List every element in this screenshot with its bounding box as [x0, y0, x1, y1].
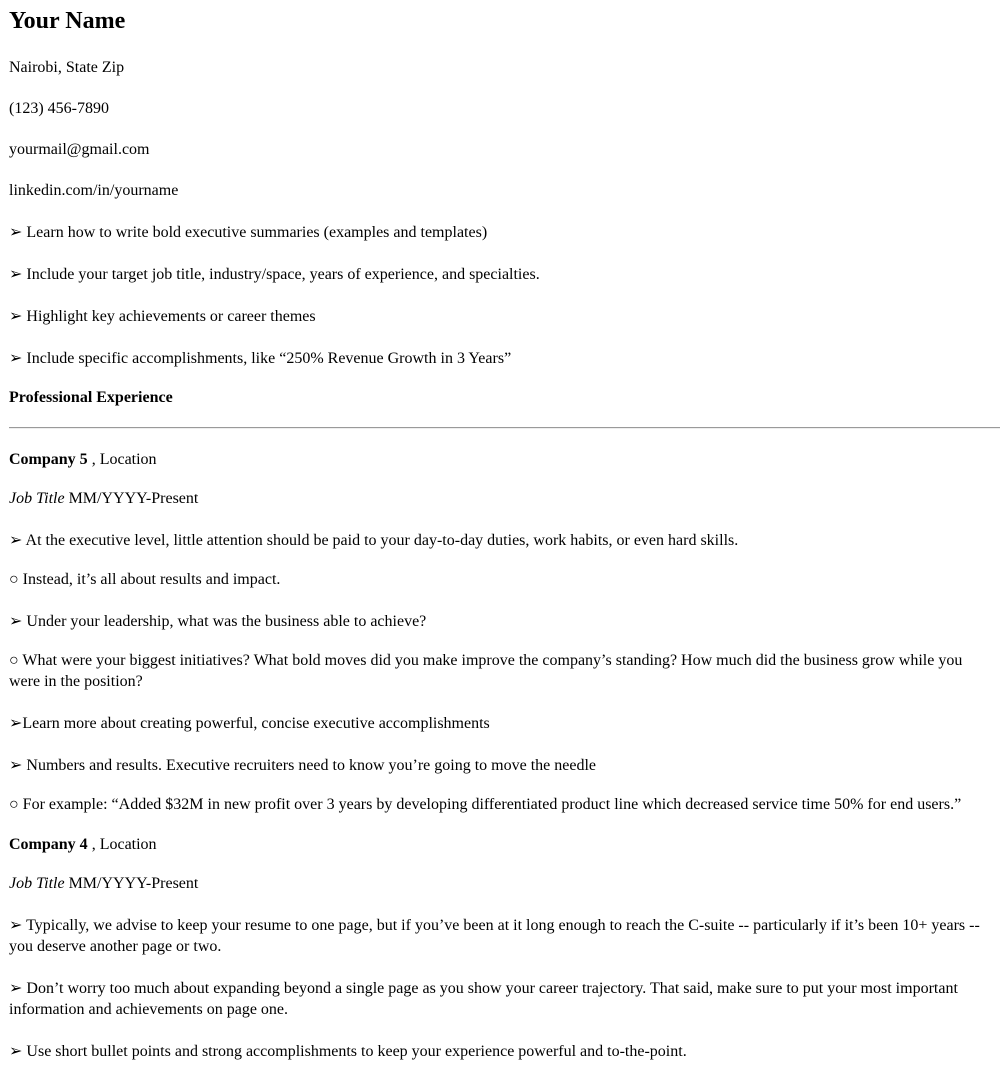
job-company-line	[9, 449, 1000, 470]
job-company-line	[9, 834, 1000, 855]
job-bullet: ➢Learn more about creating powerful, concise executive accomplishments	[9, 715, 490, 732]
summary-item: ➢ Include your target job title, industry/space, years of experience, and specialties.	[9, 266, 540, 283]
job-dates: MM/YYYY-Present	[64, 490, 199, 507]
job-bullet: ➢ Numbers and results. Executive recruiters need to know you’re going to move the needle	[9, 757, 597, 774]
company-location: , Location	[87, 451, 157, 468]
job-sub-bullet: ○ Instead, it’s all about results and impact.	[9, 571, 281, 588]
job-title: Job Title	[9, 490, 65, 507]
section-divider	[9, 427, 1000, 429]
job-bullet: ➢ Don’t worry too much about expanding beyond a single page as you show your career trajectory. That said, make sure to put your most important information and achievements on page one.	[9, 980, 958, 1018]
job-bullets	[9, 530, 1000, 815]
email-line: yourmail@gmail.com	[9, 141, 150, 158]
job-entry	[9, 834, 1000, 1062]
company-location: , Location	[87, 836, 157, 853]
job-entry	[9, 449, 1000, 815]
company-name: Company 4	[9, 836, 88, 853]
job-title-line	[9, 488, 1000, 509]
job-bullet: ➢ Under your leadership, what was the business able to achieve?	[9, 613, 427, 630]
executive-summary	[9, 222, 1000, 369]
job-bullet: ➢ Typically, we advise to keep your resume to one page, but if you’ve been at it long enough to reach the C-suite -- particularly if it’s been 10+ years -- you deserve another page or two.	[9, 917, 980, 955]
candidate-name: Your Name	[9, 8, 126, 34]
section-title-experience: Professional Experience	[9, 389, 173, 406]
phone-line: (123) 456-7890	[9, 100, 109, 117]
summary-item: ➢ Highlight key achievements or career themes	[9, 308, 316, 325]
job-sub-bullet: ○ For example: “Added $32M in new profit over 3 years by developing differentiated product line which decreased service time 50% for end users.”	[9, 796, 962, 813]
job-dates: MM/YYYY-Present	[64, 875, 199, 892]
company-name: Company 5	[9, 451, 88, 468]
address-line: Nairobi, State Zip	[9, 59, 125, 76]
summary-item: ➢ Learn how to write bold executive summaries (examples and templates)	[9, 224, 488, 241]
job-bullet: ➢ Use short bullet points and strong accomplishments to keep your experience powerful and to-the-point.	[9, 1043, 687, 1060]
linkedin-line: linkedin.com/in/yourname	[9, 182, 179, 199]
job-title: Job Title	[9, 875, 65, 892]
job-title-line	[9, 873, 1000, 894]
summary-item: ➢ Include specific accomplishments, like “250% Revenue Growth in 3 Years”	[9, 350, 512, 367]
contact-block	[9, 57, 1000, 201]
job-bullets	[9, 915, 1000, 1062]
job-sub-bullet: ○ What were your biggest initiatives? What bold moves did you make improve the company’s standing? How much did the business grow while you were in the position?	[9, 652, 963, 690]
job-bullet: ➢ At the executive level, little attention should be paid to your day-to-day duties, work habits, or even hard skills.	[9, 532, 739, 549]
